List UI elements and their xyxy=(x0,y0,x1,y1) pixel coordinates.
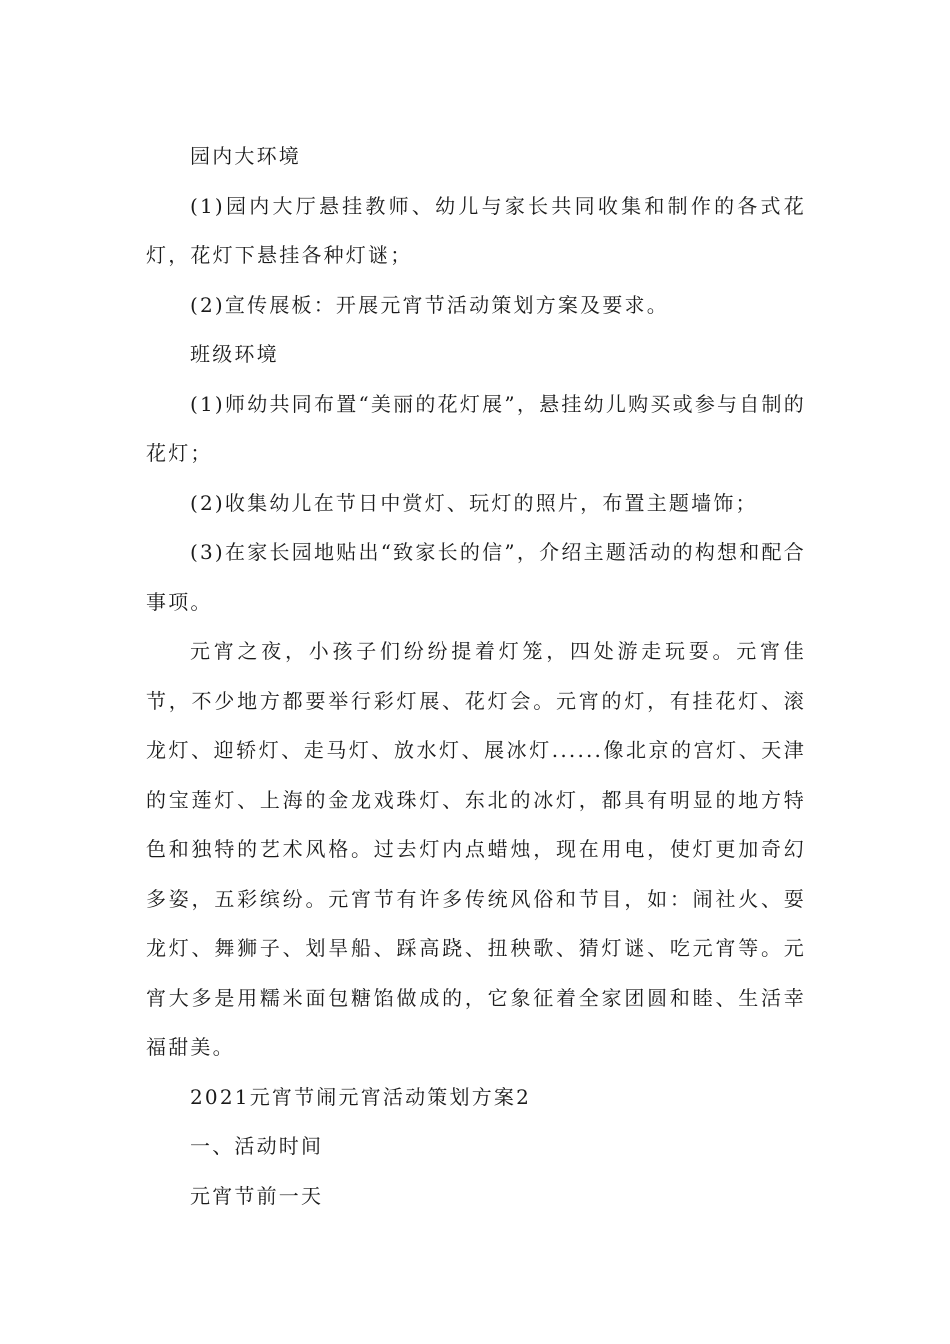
paragraph-lantern-festival-customs: 元宵之夜，小孩子们纷纷提着灯笼，四处游走玩耍。元宵佳节，不少地方都要举行彩灯展、花灯会。元宵的灯，有挂花灯、滚龙灯、迎轿灯、走马灯、放水灯、展冰灯......像北京的宫灯、天津的宝莲灯、上海的金龙戏珠灯、东北的冰灯，都具有明显的地方特色和独特的艺术风格。过去灯内点蜡烛，现在用电，使灯更加奇幻多姿，五彩缤纷。元宵节有许多传统风俗和节目，如：闹社火、耍龙灯、舞狮子、划旱船、踩高跷、扭秧歌、猜灯谜、吃元宵等。元宵大多是用糯米面包糖馅做成的，它象征着全家团圆和睦、生活幸福甜美。 xyxy=(146,639,806,1059)
heading-class-environment: 班级环境 xyxy=(190,342,279,366)
paragraph-display-board: (2)宣传展板：开展元宵节活动策划方案及要求。 xyxy=(190,292,669,317)
paragraph-hall-lanterns: (1)园内大厅悬挂教师、幼儿与家长共同收集和制作的各式花灯，花灯下悬挂各种灯谜； xyxy=(146,193,806,267)
heading-activity-time: 一、活动时间 xyxy=(190,1134,324,1158)
paragraph-lantern-exhibition: (1)师幼共同布置“美丽的花灯展”，悬挂幼儿购买或参与自制的花灯； xyxy=(146,391,806,465)
heading-campus-environment: 园内大环境 xyxy=(190,144,301,168)
document-page xyxy=(146,132,806,1221)
heading-plan-2: 2021元宵节闹元宵活动策划方案2 xyxy=(190,1084,532,1109)
paragraph-activity-date: 元宵节前一天 xyxy=(190,1183,324,1208)
paragraph-photo-wall: (2)收集幼儿在节日中赏灯、玩灯的照片，布置主题墙饰； xyxy=(190,490,758,515)
paragraph-parent-letter: (3)在家长园地贴出“致家长的信”，介绍主题活动的构想和配合事项。 xyxy=(146,540,806,614)
